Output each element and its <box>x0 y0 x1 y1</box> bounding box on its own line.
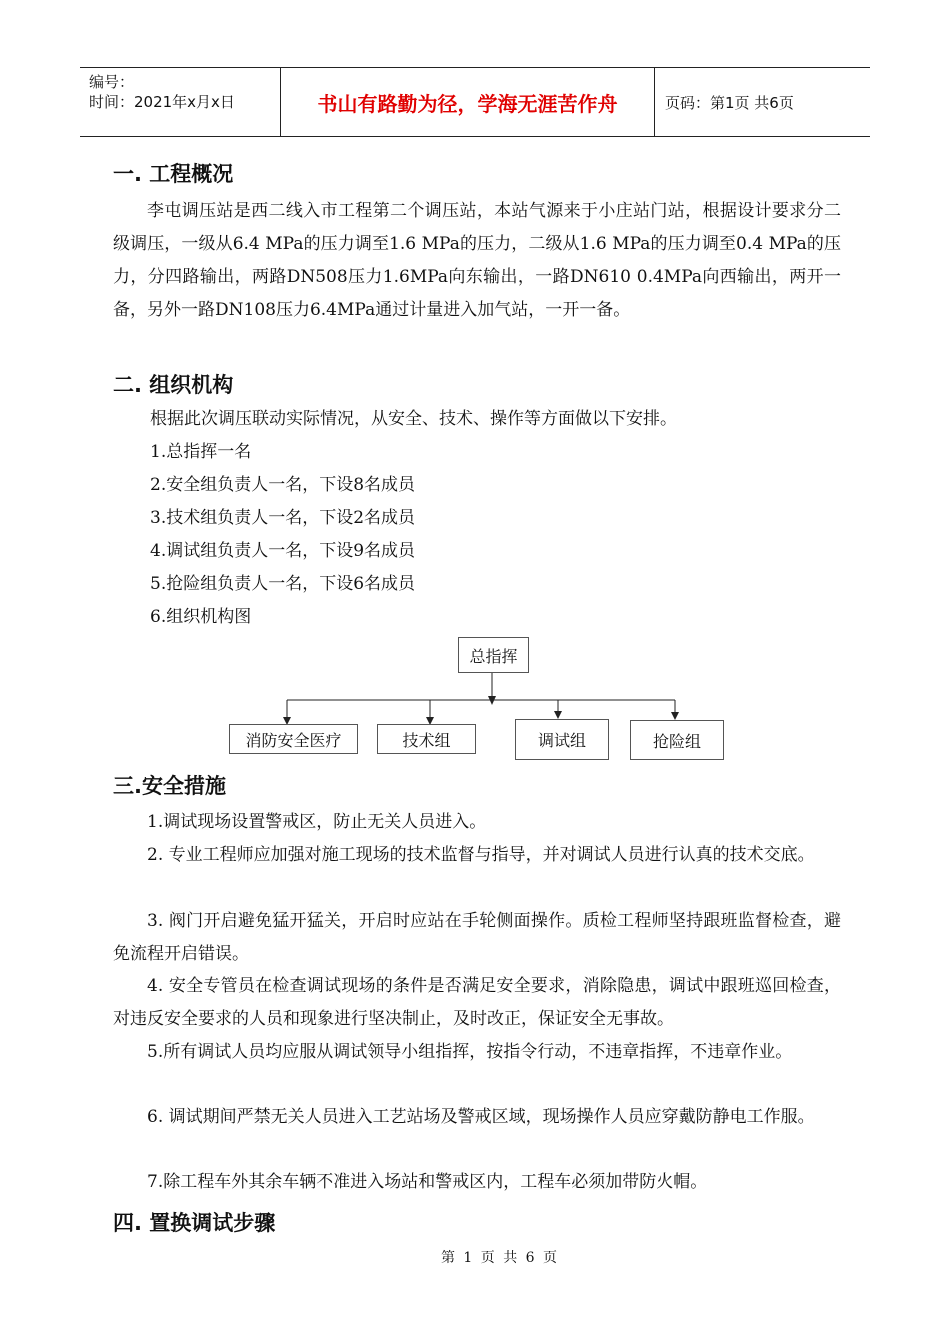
safety-item: 7.除工程车外其余车辆不准进入场站和警戒区内，工程车必须加带防火帽。 <box>147 1172 708 1192</box>
header-motto: 书山有路勤为径，学海无涯苦作舟 <box>281 68 655 136</box>
org-box-rescue-group: 抢险组 <box>630 720 724 760</box>
safety-item: 1.调试现场设置警戒区，防止无关人员进入。 <box>147 812 487 832</box>
org-list-item: 5.抢险组负责人一名，下设6名成员 <box>150 574 416 594</box>
number-label: 编号： <box>89 73 135 91</box>
safety-item: 5.所有调试人员均应服从调试领导小组指挥，按指令行动，不违章指挥，不违章作业。 <box>147 1042 793 1062</box>
org-box-test-group: 调试组 <box>515 719 609 760</box>
org-box-safety-medical: 消防安全医疗 <box>229 724 358 754</box>
safety-item: 2. 专业工程师应加强对施工现场的技术监督与指导，并对调试人员进行认真的技术交底。 <box>147 845 815 865</box>
org-list-item: 3.技术组负责人一名，下设2名成员 <box>150 508 416 528</box>
section-2-intro: 根据此次调压联动实际情况，从安全、技术、操作等方面做以下安排。 <box>150 409 677 429</box>
section-1-title: 一. 工程概况 <box>113 162 234 186</box>
header-page-info: 页码：第1页 共6页 <box>665 93 794 112</box>
org-list-item: 1.总指挥一名 <box>150 442 252 462</box>
safety-item: 4. 安全专管员在检查调试现场的条件是否满足安全要求，消除隐患，调试中跟班巡回检查，对违反安全要求的人员和现象进行坚决制止，及时改正，保证安全无事故。 <box>113 976 841 1029</box>
time-label: 时间：2021年x月x日 <box>89 93 235 111</box>
page-footer: 第 1 页 共 6 页 <box>440 1250 560 1266</box>
org-box-commander: 总指挥 <box>458 637 529 673</box>
org-list-item: 4.调试组负责人一名，下设9名成员 <box>150 541 416 561</box>
org-list-item: 2.安全组负责人一名，下设8名成员 <box>150 475 416 495</box>
section-3-title: 三.安全措施 <box>113 774 226 798</box>
section-1-paragraph: 李屯调压站是西二线入市工程第二个调压站，本站气源来于小庄站门站，根据设计要求分二级调压，一级从6.4 MPa的压力调至1.6 MPa的压力，二级从1.6 MPa的压力调至0.4 MPa的压力，分四路输出，两路DN508压力1.6MPa向东输出，一路DN610 0.4MPa向西输出，两开一备，另外一路DN108压力6.4MPa通过计量进入加气站，一开一备。 <box>113 201 841 320</box>
safety-item: 3. 阀门开启避免猛开猛关，开启时应站在手轮侧面操作。质检工程师坚持跟班监督检查，避免流程开启错误。 <box>113 911 841 964</box>
safety-item: 6. 调试期间严禁无关人员进入工艺站场及警戒区域，现场操作人员应穿戴防静电工作服。 <box>147 1107 815 1127</box>
org-list-item: 6.组织机构图 <box>150 607 252 627</box>
org-box-tech-group: 技术组 <box>377 724 476 754</box>
section-4-title: 四. 置换调试步骤 <box>113 1211 276 1235</box>
section-2-title: 二. 组织机构 <box>113 373 234 397</box>
